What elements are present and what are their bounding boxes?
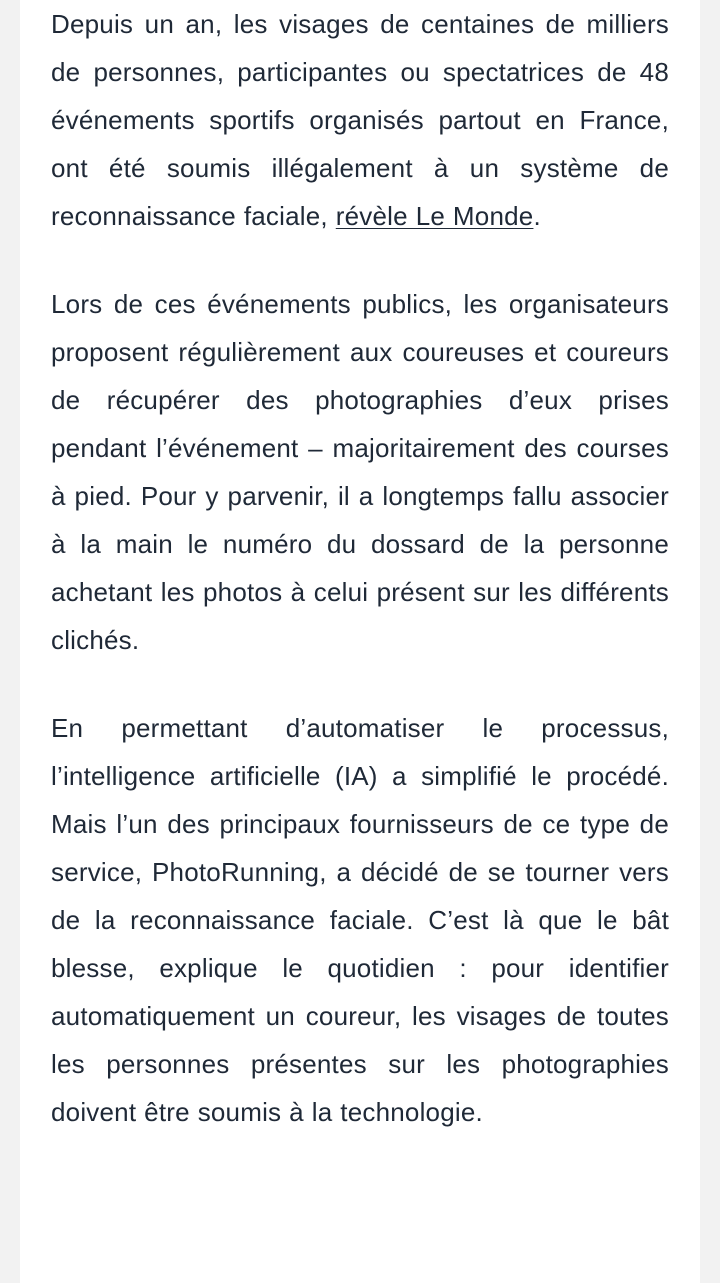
article-paragraph-3: En permettant d’automatiser le processus, l’intelligence artificielle (IA) a simplifié le procédé. Mais l’un des principaux fournisseurs de ce type de service, PhotoRunning, a décidé de se tourner vers de la reconnaissance faciale. C’est là que le bât blesse, explique le quotidien : pour identifier automatiquement un coureur, les visages de toutes les personnes présentes sur les photographies doivent être soumis à la technologie. — [51, 713, 669, 1127]
article-paragraph-2: Lors de ces événements publics, les organisateurs proposent régulièrement aux coureuses et coureurs de récupérer des photographies d’eux prises pendant l’événement – majoritairement des courses à pied. Pour y parvenir, il a longtemps fallu associer à la main le numéro du dossard de la personne achetant les photos à celui présent sur les différents clichés. — [51, 289, 669, 655]
article-body — [51, 0, 669, 1136]
paragraph-1-text: Depuis un an, les visages de centaines de milliers de personnes, participantes ou spectatrices de 48 événements sportifs organisés partout en France, ont été soumis illégalement à un système de reconnaissance faciale, — [51, 9, 669, 231]
article-page — [20, 0, 700, 1283]
le-monde-link[interactable]: révèle Le Monde — [335, 201, 534, 231]
paragraph-1-end: . — [533, 201, 541, 231]
article-paragraph-1 — [51, 0, 669, 240]
